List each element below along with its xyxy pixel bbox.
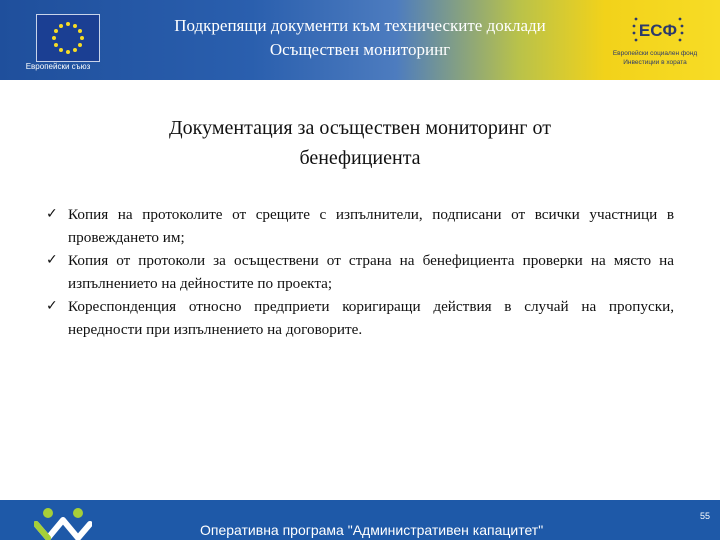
list-item-text: Копия от протоколи за осъществени от страна на бенефициента проверки на място на изпълнението на дейностите по проекта; — [68, 252, 674, 292]
program-logo-icon — [34, 504, 92, 540]
eu-label: Европейски съюз — [25, 62, 91, 71]
esf-mark-icon — [630, 12, 686, 46]
list-item — [46, 295, 674, 341]
list-item — [46, 249, 674, 295]
checkmark-icon: ✓ — [46, 252, 58, 268]
list-item — [46, 203, 674, 249]
checkmark-icon: ✓ — [46, 206, 58, 222]
esf-mark-text: ЕСФ — [638, 21, 678, 40]
footer-bar — [0, 500, 720, 540]
header-title-line-1: Подкрепящи документи към техническите доклади — [174, 16, 546, 35]
esf-caption-line-2: Инвестиции в хората — [623, 59, 687, 66]
header-title-line-2: Осъществен мониторинг — [269, 40, 451, 59]
page-number: 55 — [699, 511, 710, 521]
eu-flag-icon — [36, 14, 100, 62]
eu-logo — [10, 8, 98, 74]
page-title-line-1: Документация за осъществен мониторинг от — [169, 117, 551, 139]
bullet-list — [46, 203, 674, 341]
page-title — [60, 113, 660, 173]
header-title — [105, 14, 615, 62]
list-item-text: Копия на протоколите от срещите с изпълнители, подписани от всички участници в провеждането им; — [68, 206, 674, 246]
esf-caption — [610, 49, 700, 67]
esf-logo — [610, 10, 710, 72]
page-title-line-2: бенефициента — [299, 147, 421, 169]
list-item-text: Кореспонденция относно предприети коригиращи действия в случай на пропуски, нередности при изпълнението на договорите. — [68, 298, 674, 338]
header-banner — [0, 0, 720, 80]
program-name: Оперативна програма "Административен капацитет" — [200, 522, 544, 538]
checkmark-icon: ✓ — [46, 298, 58, 314]
esf-caption-line-1: Европейски социален фонд — [612, 50, 698, 57]
